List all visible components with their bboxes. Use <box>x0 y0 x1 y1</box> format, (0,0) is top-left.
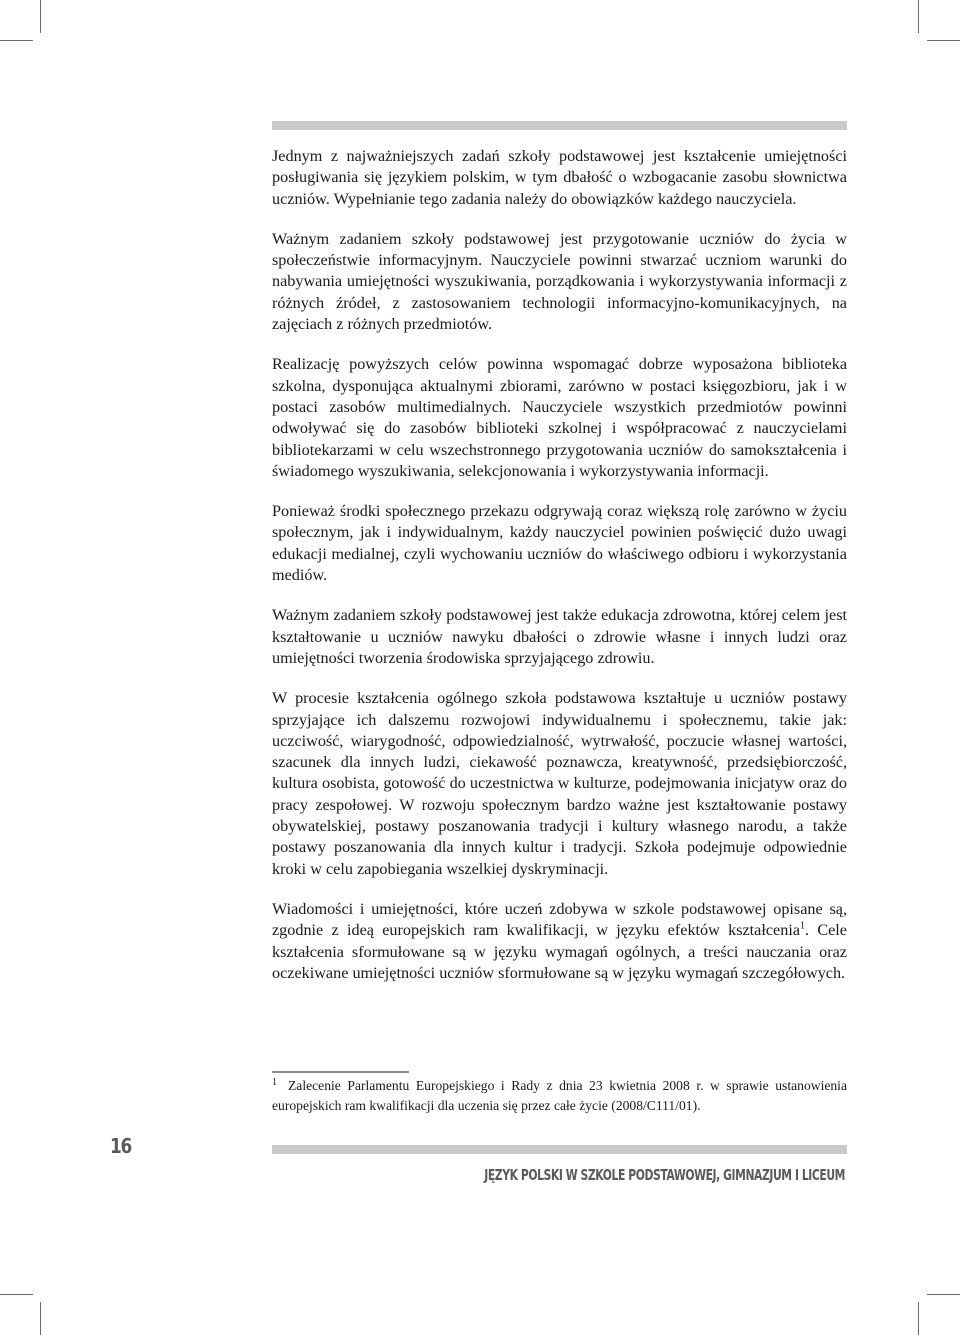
paragraph-7-text-after-ref: . Cele kształcenia sformułowane są w języku wymagań ogólnych, a treści nauczania oraz oczekiwane umiejętności uczniów sformułowane są w języku wymagań szczegółowych. <box>272 921 847 982</box>
paragraph-3: Realizację powyższych celów powinna wspomagać dobrze wyposażona biblioteka szkolna, dysponująca aktualnymi zbiorami, zarówno w postaci księgozbioru, jak i w postaci zasobów multimedialnych. Nauczyciele wszystkich przedmiotów powinni odwoływać się do zasobów biblioteki szkolnej i współpracować z nauczycielami bibliotekarzami w celu wszechstronnego przygotowania uczniów do samokształcenia i świadomego wyszukiwania, selekcjonowania i wykorzystywania informacji. <box>272 355 847 480</box>
crop-mark-bottom-right-horizontal <box>927 1294 960 1295</box>
paragraph-2: Ważnym zadaniem szkoły podstawowej jest przygotowanie uczniów do życia w społeczeństwie informacyjnym. Nauczyciele powinni stwarzać uczniom warunki do nabywania umiejętności wyszukiwania, porządkowania i wykorzystywania informacji z różnych źródeł, z zastosowaniem technologii informacyjno-komunikacyjnych, na zajęciach z różnych przedmiotów. <box>272 229 847 334</box>
running-footer: JĘZYK POLSKI W SZKOLE PODSTAWOWEJ, GIMNAZJUM I LICEUM <box>484 1166 845 1184</box>
paragraph-7-text-before-ref: Wiadomości i umiejętności, które uczeń zdobywa w szkole podstawowej opisane są, zgodnie z ideą europejskich ram kwalifikacji, w języku efektów kształcenia <box>272 899 847 940</box>
crop-mark-top-left-vertical <box>40 0 41 33</box>
header-rule <box>272 121 847 130</box>
crop-mark-top-right-vertical <box>918 0 919 33</box>
paragraph-6: W procesie kształcenia ogólnego szkoła podstawowa kształtuje u uczniów postawy sprzyjające ich dalszemu rozwojowi indywidualnemu i społecznemu, takie jak: uczciwość, wiarygodność, odpowiedzialność, wytrwałość, poczucie własnej wartości, szacunek dla innych ludzi, ciekawość poznawcza, kreatywność, przedsiębiorczość, kultura osobista, gotowość do uczestnictwa w kulturze, podejmowania inicjatyw oraz do pracy zespołowej. W rozwoju społecznym bardzo ważne jest kształtowanie postawy obywatelskiej, postawy poszanowania tradycji i kultury własnego narodu, a także postawy poszanowania dla innych kultur i tradycji. Szkoła podejmuje odpowiednie kroki w celu zapobiegania wszelkiej dyskryminacji. <box>272 689 847 878</box>
footnote-marker: 1 <box>272 1077 277 1088</box>
paragraph-4: Ponieważ środki społecznego przekazu odgrywają coraz większą rolę zarówno w życiu społecznym, jak i indywidualnym, każdy nauczyciel powinien poświęcić dużo uwagi edukacji medialnej, czyli wychowaniu uczniów do właściwego odbioru i wykorzystania mediów. <box>272 502 847 585</box>
footnote-text: Zalecenie Parlamentu Europejskiego i Rady z dnia 23 kwietnia 2008 r. w sprawie ustanowienia europejskich ram kwalifikacji dla uczenia się przez całe życie (2008/C111/01). <box>272 1078 847 1113</box>
paragraph-5: Ważnym zadaniem szkoły podstawowej jest także edukacja zdrowotna, której celem jest kształtowanie u uczniów nawyku dbałości o zdrowie własne i innych ludzi oraz umiejętności tworzenia środowiska sprzyjającego zdrowiu. <box>272 606 847 667</box>
page-number: 16 <box>110 1134 132 1158</box>
footnote-separator <box>272 1071 409 1073</box>
crop-mark-bottom-left-horizontal <box>0 1294 33 1295</box>
crop-mark-top-left-horizontal <box>0 40 33 41</box>
paragraph-7 <box>272 899 847 984</box>
crop-mark-bottom-left-vertical <box>40 1302 41 1335</box>
paragraph-1: Jednym z najważniejszych zadań szkoły podstawowej jest kształcenie umiejętności posługiwania się językiem polskim, w tym dbałość o wzbogacanie zasobu słownictwa uczniów. Wypełnianie tego zadania należy do obowiązków każdego nauczyciela. <box>272 147 847 208</box>
footnote-reference[interactable]: 1 <box>800 920 805 932</box>
footnote <box>272 1076 847 1115</box>
footer-rule <box>272 1145 847 1154</box>
crop-mark-top-right-horizontal <box>927 40 960 41</box>
body-text <box>272 146 847 1003</box>
crop-mark-bottom-right-vertical <box>918 1302 919 1335</box>
